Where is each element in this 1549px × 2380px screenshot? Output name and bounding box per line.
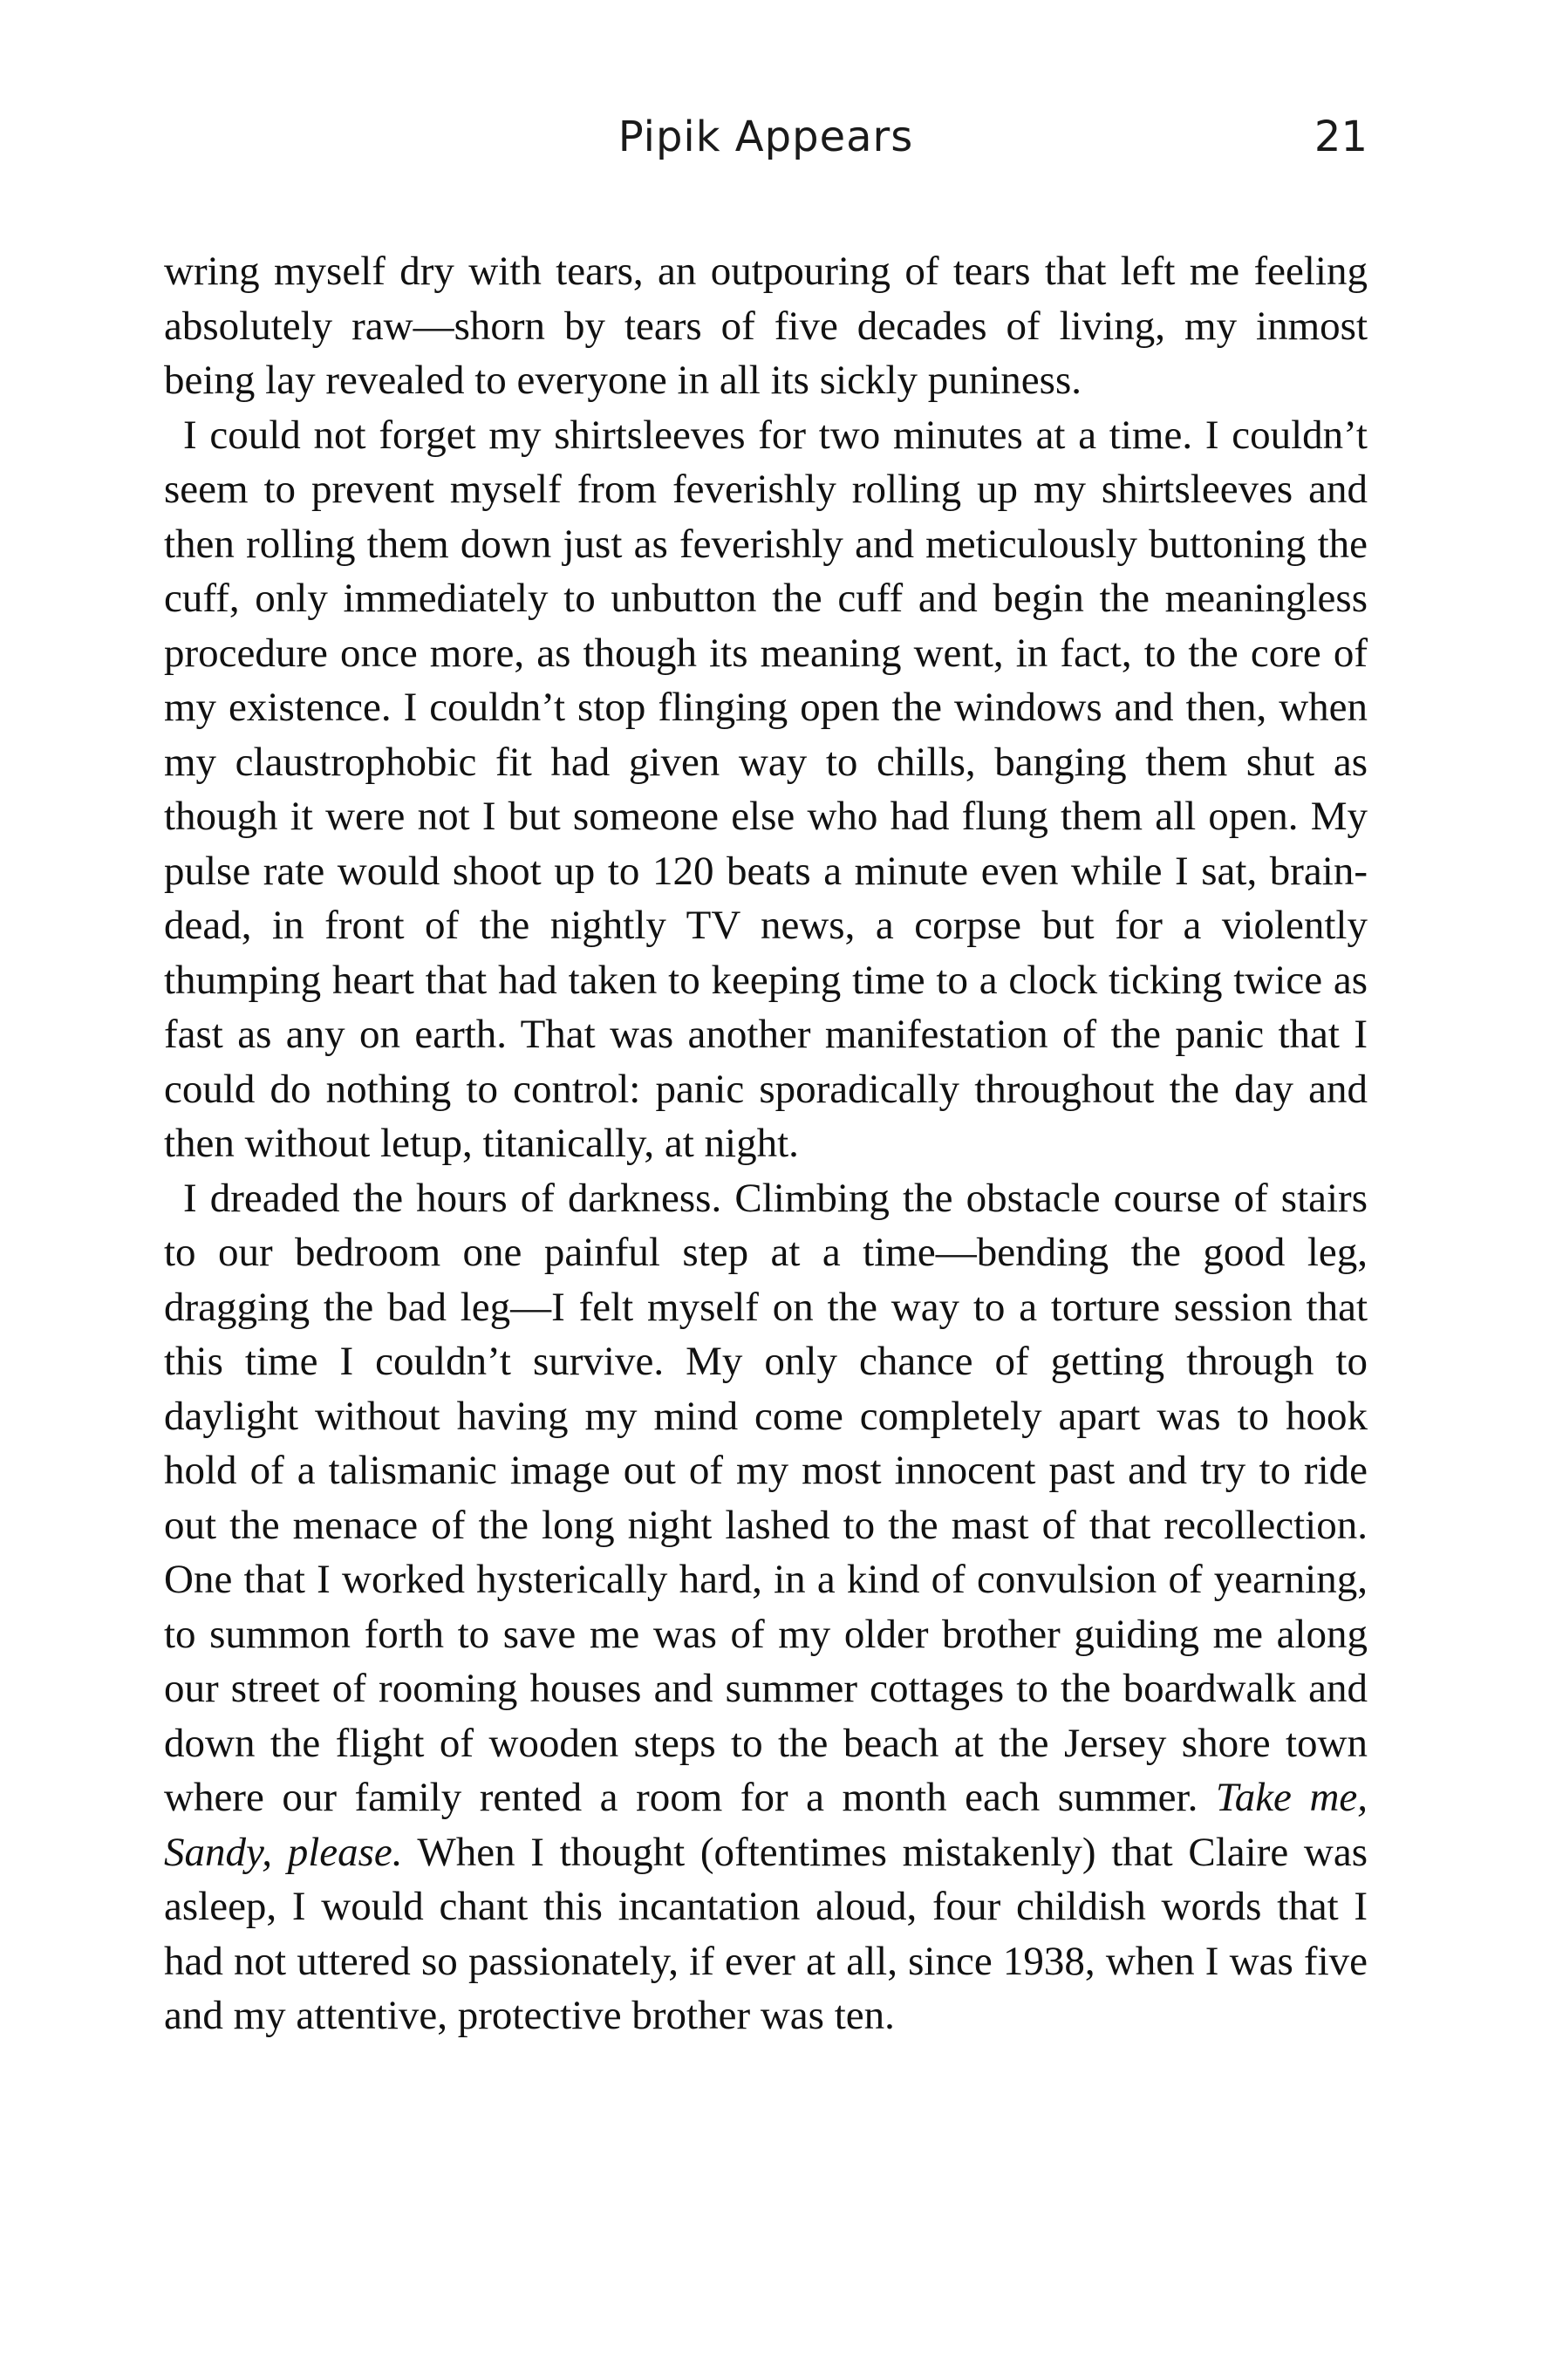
- paragraph-continued: wring myself dry with tears, an outpouring of tears that left me feeling absolutely raw—shorn by tears of five decades of living, my inmost being lay revealed to everyone in all its sickly puniness.: [164, 249, 1368, 403]
- paragraph-text-before: I dreaded the hours of darkness. Climbing the obstacle course of stairs to our bedroom one painful step at a time—bending the good leg, dragging the bad leg—I felt myself on the way to a torture session that this time I couldn’t survive. My only chance of getting through to daylight without having my mind come completely apart was to hook hold of a talismanic image out of my most innocent past and try to ride out the menace of the long night lashed to the mast of that recollection. One that I worked hysterically hard, in a kind of convulsion of yearning, to summon forth to save me was of my older brother guiding me along our street of rooming houses and summer cottages to the boardwalk and down the flight of wooden steps to the beach at the Jersey shore town where our family rented a room for a month each summer.: [164, 1175, 1368, 1820]
- page-number: 21: [1314, 113, 1368, 161]
- paragraph-darkness: [164, 1171, 1368, 2043]
- italic-phrase: Take me, Sandy, please.: [164, 1775, 1368, 1875]
- paragraph-text-after: When I thought (oftentimes mistakenly) that Claire was asleep, I would chant this incantation aloud, four childish words that I had not uttered so passionately, if ever at all, since 1938, when I was five and my attentive, protective brother was ten.: [164, 1829, 1368, 2038]
- paragraph-shirtsleeves: I could not forget my shirtsleeves for two minutes at a time. I couldn’t seem to prevent myself from feverishly rolling up my shirtsleeves and then rolling them down just as feverishly and meticulously buttoning the cuff, only immediately to unbutton the cuff and begin the meaningless procedure once more, as though its meaning went, in fact, to the core of my existence. I couldn’t stop flinging open the windows and then, when my claustrophobic fit had given way to chills, banging them shut as though it were not I but someone else who had flung them all open. My pulse rate would shoot up to 120 beats a minute even while I sat, brain-dead, in front of the nightly TV news, a corpse but for a violently thumping heart that had taken to keeping time to a clock ticking twice as fast as any on earth. That was another manifestation of the panic that I could do nothing to control: panic sporadically throughout the day and then without letup, titanically, at night.: [164, 412, 1368, 1166]
- running-head: [164, 106, 1368, 167]
- running-title: Pipik Appears: [618, 113, 914, 161]
- body-text: [164, 244, 1368, 2043]
